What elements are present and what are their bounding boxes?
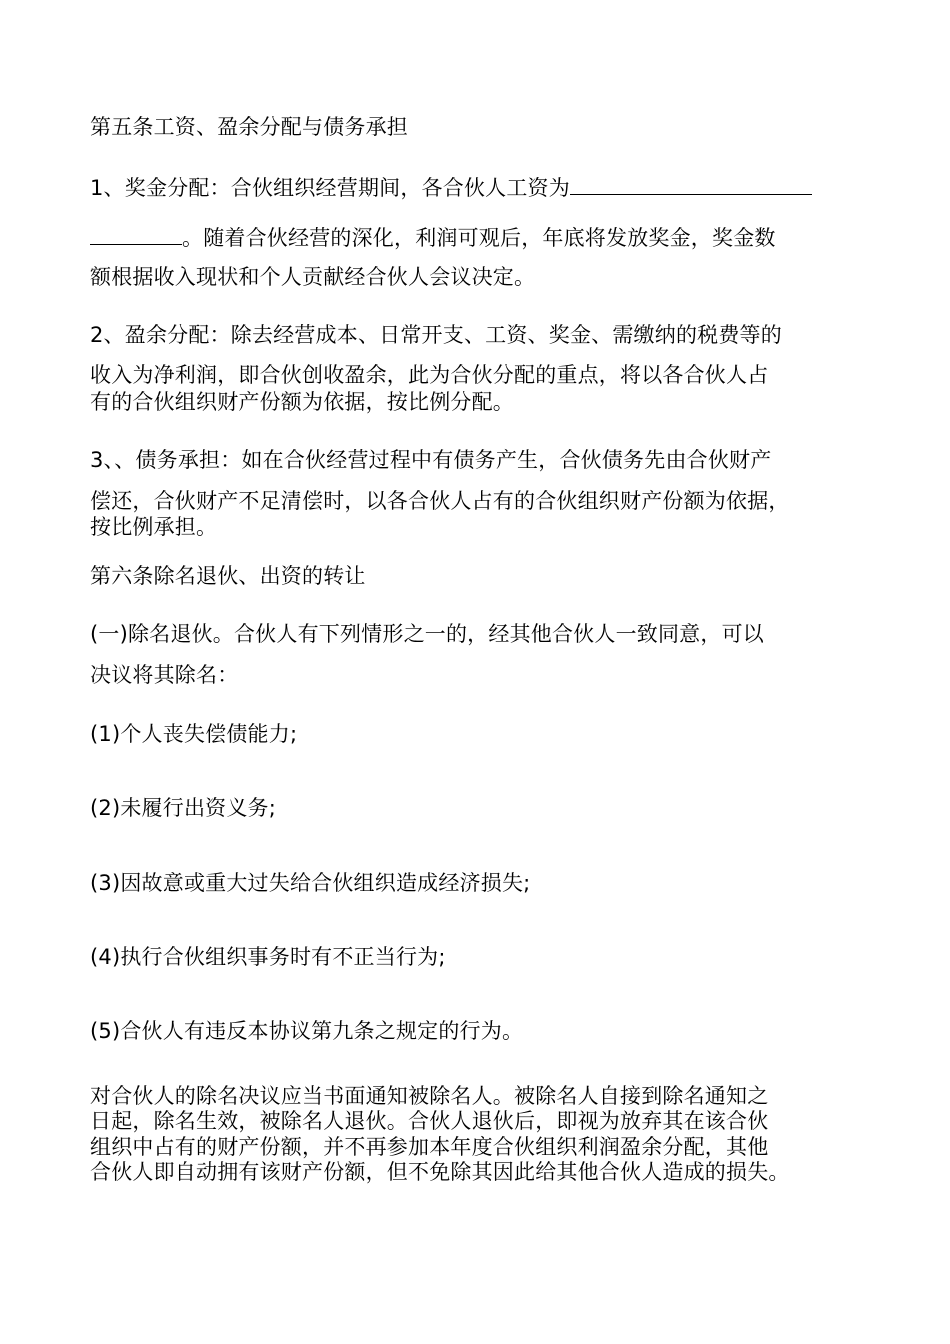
expulsion-intro-line-2: 决议将其除名：: [90, 663, 239, 687]
condition-item: (5)合伙人有违反本协议第九条之规定的行为。: [90, 1019, 524, 1043]
item-2-line-2: 收入为净利润，即合伙创收盈余，此为合伙分配的重点，将以各合伙人占: [90, 363, 769, 387]
item-3-line-3: 按比例承担。: [90, 515, 218, 539]
item-1-line-2: [90, 224, 776, 251]
condition-item: (2)未履行出资义务;: [90, 796, 277, 820]
expulsion-intro-line-1: (一)除名退伙。合伙人有下列情形之一的，经其他合伙人一致同意，可以: [90, 622, 764, 646]
item-2-line-1: 2、盈余分配：除去经营成本、日常开支、工资、奖金、需缴纳的税费等的: [90, 323, 782, 347]
condition-item: (1)个人丧失偿债能力;: [90, 722, 298, 746]
article-6-title: 第六条除名退伙、出资的转让: [90, 564, 366, 588]
salary-blank-line-continued: [90, 224, 182, 245]
item-2-line-3: 有的合伙组织财产份额为依据，按比例分配。: [90, 390, 514, 414]
closing-line-3: 组织中占有的财产份额，并不再参加本年度合伙组织利润盈余分配，其他: [90, 1135, 769, 1159]
item-1-text: 1、奖金分配：合伙组织经营期间，各合伙人工资为: [90, 176, 570, 200]
item-3-line-1: 3、、债务承担：如在合伙经营过程中有债务产生，合伙债务先由合伙财产: [90, 448, 772, 472]
condition-item: (3)因故意或重大过失给合伙组织造成经济损失;: [90, 871, 531, 895]
closing-line-2: 日起，除名生效，被除名人退伙。合伙人退伙后，即视为放弃其在该合伙: [90, 1109, 769, 1133]
item-1-line-3: 额根据收入现状和个人贡献经合伙人会议决定。: [90, 265, 536, 289]
condition-item: (4)执行合伙组织事务时有不正当行为;: [90, 945, 446, 969]
document-page: [90, 0, 880, 1344]
closing-line-4: 合伙人即自动拥有该财产份额，但不免除其因此给其他合伙人造成的损失。: [90, 1160, 790, 1184]
closing-line-1: 对合伙人的除名决议应当书面通知被除名人。被除名人自接到除名通知之: [90, 1084, 769, 1108]
item-1-line-1: [90, 174, 812, 201]
salary-blank-line: [570, 174, 812, 195]
item-3-line-2: 偿还，合伙财产不足清偿时，以各合伙人占有的合伙组织财产份额为依据，: [90, 489, 790, 513]
article-5-title: 第五条工资、盈余分配与债务承担: [90, 115, 408, 139]
item-1-text-continued: 。随着合伙经营的深化，利润可观后，年底将发放奖金，奖金数: [182, 226, 776, 250]
